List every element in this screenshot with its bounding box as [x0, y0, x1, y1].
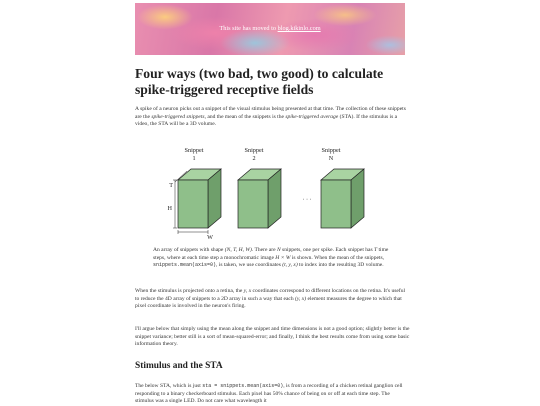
snippet-2-index: 2	[252, 155, 256, 162]
moved-notice-text: This site has moved to	[219, 25, 278, 32]
page-title: Four ways (two bad, two good) to calculate spike-triggered receptive fields	[135, 66, 384, 97]
intro-paragraph: A spike of a neuron picks out a snippet of the visual stimulus being presented at that time. The collection of these snippets are the spike-triggered snippets, and the mean of the snippets is the spike-triggered average (STA). If the stimulus is a video, the STA will be a 3D volume.	[135, 106, 406, 128]
snippet-2-cube	[238, 169, 281, 228]
section-heading: Stimulus and the STA	[135, 361, 223, 371]
snippet-n-cube	[321, 169, 364, 228]
width-dim-label: W	[207, 234, 213, 241]
snippets-diagram	[135, 144, 405, 244]
sta-paragraph: The below STA, which is just sta = snippets.mean(axis=0), is from a recording of a chicken retinal ganglion cell responding to a binary checkerboard stimulus. Each pixel has 50% chance of being on or off at each time step. The stimulus was a single LED. Do not care what wavelength it	[135, 383, 403, 405]
time-dim-label: T	[169, 182, 173, 189]
height-dim-label: H	[167, 205, 172, 212]
figure-caption: An array of snippets with shape (N, T, H, W). There are N snippets, one per spike. Each snippet has T time steps, where at each time step a monochromatic image H × W is shown. When the mean of the snippets, snippets.mean(axis=0), is taken, we use coordinates (t, y, x) to index into the resulting 3D volume.	[153, 247, 389, 269]
snippet-2-title: Snippet	[244, 147, 264, 154]
argument-paragraph: I'll argue below that simply using the mean along the snippet and time dimensions is not a good option; slightly better is the snippet variance; better still is a sort of mean-squared-error; and finally, I think the best results come from using some basic information theory.	[135, 326, 410, 348]
new-blog-link[interactable]: blog.kikinlo.com	[277, 25, 321, 32]
snippet-1-title: Snippet	[184, 147, 204, 154]
moved-notice	[135, 25, 405, 32]
retina-paragraph: When the stimulus is projected onto a retina, the y, x coordinates correspond to different locations on the retina. It's useful to reduce the 4D array of snippets to a 2D array in such a way that each (y, x) element measures the degree to which that pixel coordinate is involved in the neuron's firing.	[135, 288, 406, 310]
snippet-1-index: 1	[192, 155, 196, 162]
snippet-n-title: Snippet	[321, 147, 341, 154]
snippet-1-cube	[178, 169, 221, 228]
ellipsis: · · ·	[302, 196, 312, 203]
snippet-n-index: N	[328, 155, 334, 162]
moved-banner	[135, 3, 405, 55]
